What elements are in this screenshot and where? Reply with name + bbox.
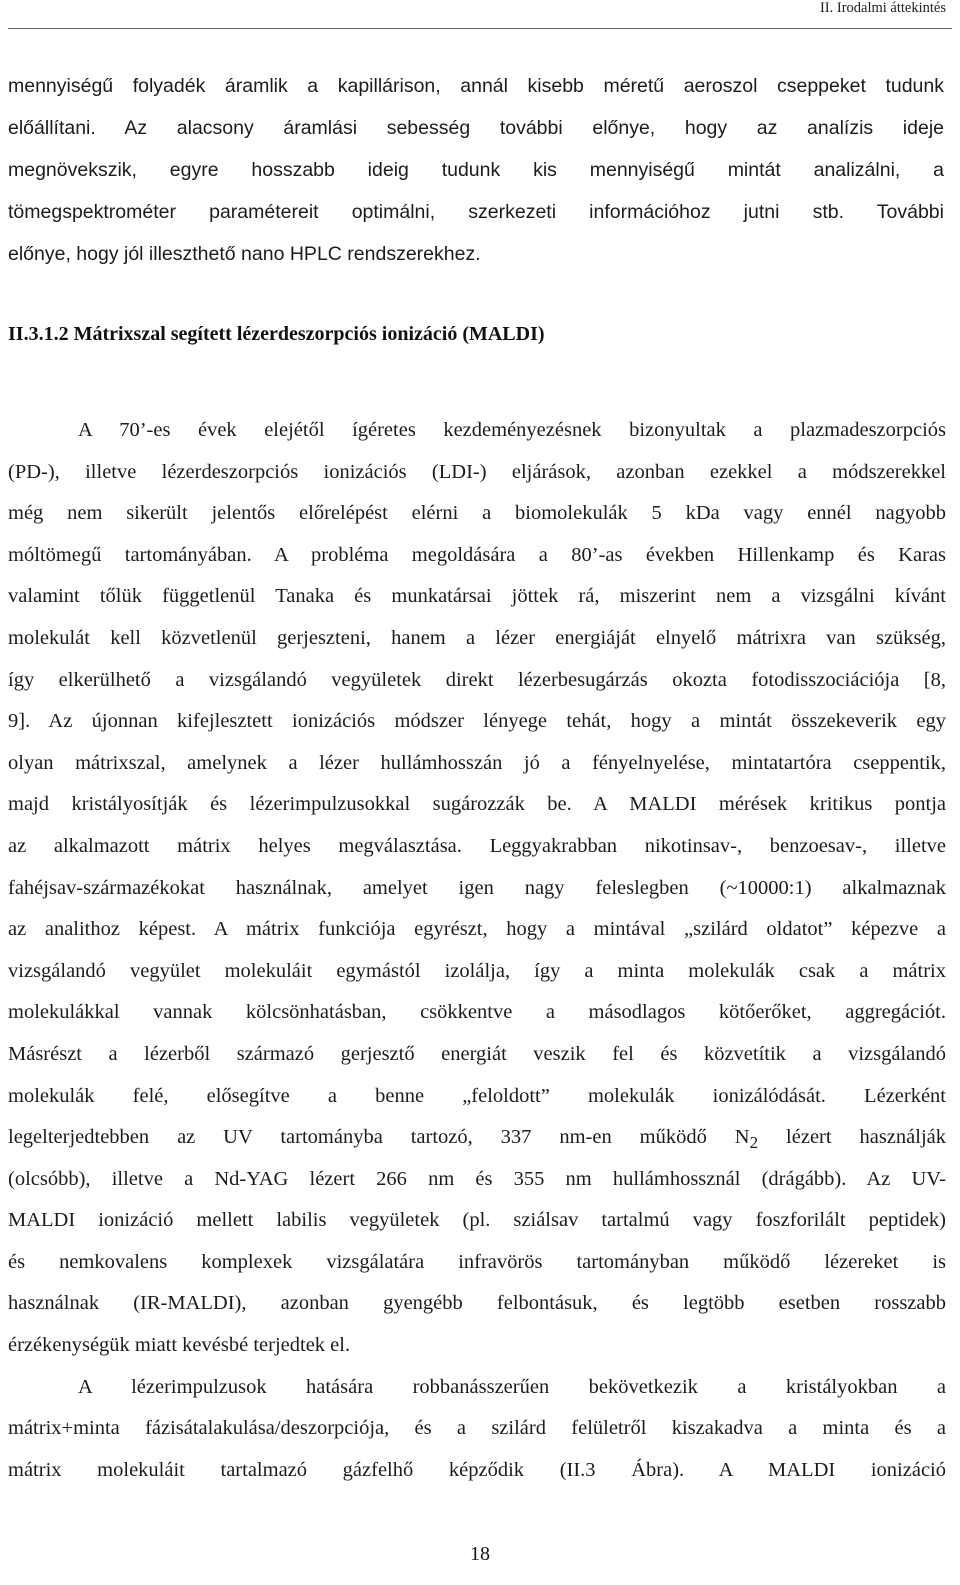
- text-line: olyan mátrixszal, amelynek a lézer hullámhosszán jó a fényelnyelése, mintatartóra cseppentik,: [8, 751, 946, 774]
- running-header: II. Irodalmi áttekintés: [819, 0, 946, 16]
- text-line: fahéjsav-származékokat használnak, amelyet igen nagy feleslegben (~10000:1) alkalmaznak: [8, 876, 946, 899]
- page-number: 18: [470, 1543, 490, 1565]
- n2-subscript: 2: [749, 1133, 759, 1153]
- text-line: vizsgálandó vegyület molekuláit egymástól izolálja, így a minta molekulák csak a mátrix: [8, 959, 946, 982]
- text-line: A 70’-es évek elejétől ígéretes kezdeményezésnek bizonyultak a plazmadeszorpciós: [78, 419, 946, 441]
- text-line: mátrix+minta fázisátalakulása/deszorpciója, és a szilárd felületről kiszakadva a minta és a: [8, 1417, 946, 1440]
- text-line: 9]. Az újonnan kifejlesztett ionizációs módszer lényege tehát, hogy a mintát összekeverik egy: [8, 710, 946, 733]
- text-line-n2-laser: [8, 1117, 946, 1159]
- paragraph-1: [8, 64, 944, 274]
- paragraph-2: [8, 410, 946, 1491]
- text-line: (olcsóbb), illetve a Nd-YAG lézert 266 nm és 355 nm hullámhossznál (drágább). Az UV-: [8, 1167, 946, 1190]
- text-line: érzékenységük miatt kevésbé terjedtek el.: [8, 1334, 351, 1357]
- text-line: mátrix molekuláit tartalmazó gázfelhő képződik (II.3 Ábra). A MALDI ionizáció: [8, 1458, 946, 1481]
- text-line: MALDI ionizáció mellett labilis vegyületek (pl. sziálsav tartalmú vagy foszforilált peptidek): [8, 1209, 946, 1232]
- text-line: tömegspektrométer paramétereit optimálni, szerkezeti információhoz jutni stb. További: [8, 201, 944, 223]
- text-line: A lézerimpulzusok hatására robbanásszerűen bekövetkezik a kristályokban a: [78, 1375, 946, 1398]
- text-line: előnye, hogy jól illeszthető nano HPLC rendszerekhez.: [8, 243, 481, 265]
- n2-line-before: legelterjedtebben az UV tartományba tartozó, 337 nm-en működő N: [8, 1126, 750, 1149]
- n2-line-after: lézert használják: [758, 1126, 946, 1149]
- text-line: és nemkovalens komplexek vizsgálatára infravörös tartományban működő lézereket is: [8, 1250, 946, 1273]
- header-rule: [8, 28, 952, 29]
- text-line: molekulát kell közvetlenül gerjeszteni, hanem a lézer energiáját elnyelő mátrixra van szükség,: [8, 626, 946, 649]
- text-line: az alkalmazott mátrix helyes megválasztása. Leggyakrabban nikotinsav-, benzoesav-, illetve: [8, 834, 946, 857]
- text-line: valamint tőlük függetlenül Tanaka és munkatársai jöttek rá, miszerint nem a vizsgálni kívánt: [8, 585, 946, 608]
- text-line: móltömegű tartományában. A probléma megoldására a 80’-as években Hillenkamp és Karas: [8, 543, 946, 566]
- text-line: molekulákkal vannak kölcsönhatásban, csökkentve a másodlagos kötőerőket, aggregációt.: [8, 1001, 946, 1024]
- text-line: molekulák felé, elősegítve a benne „feloldott” molekulák ionizálódását. Lézerként: [8, 1084, 946, 1107]
- text-line: Másrészt a lézerből származó gerjesztő energiát veszik fel és közvetítik a vizsgálandó: [8, 1042, 946, 1065]
- section-heading: II.3.1.2 Mátrixszal segített lézerdeszorpciós ionizáció (MALDI): [8, 323, 545, 345]
- text-line: megnövekszik, egyre hosszabb ideig tudunk kis mennyiségű mintát analizálni, a: [8, 159, 944, 181]
- text-line: majd kristályosítják és lézerimpulzusokkal sugározzák be. A MALDI mérések kritikus pontja: [8, 793, 946, 816]
- text-line: (PD-), illetve lézerdeszorpciós ionizációs (LDI-) eljárások, azonban ezekkel a módszerekkel: [8, 460, 946, 483]
- text-line: így elkerülhető a vizsgálandó vegyületek direkt lézerbesugárzás okozta fotodisszociációja [8,: [8, 668, 946, 691]
- text-line: használnak (IR-MALDI), azonban gyengébb felbontásuk, és legtöbb esetben rosszabb: [8, 1292, 946, 1315]
- text-line: az analithoz képest. A mátrix funkciója egyrészt, hogy a mintával „szilárd oldatot” képezve a: [8, 918, 946, 941]
- text-line: még nem sikerült jelentős előrelépést elérni a biomolekulák 5 kDa vagy ennél nagyobb: [8, 502, 946, 525]
- text-line: előállítani. Az alacsony áramlási sebesség további előnye, hogy az analízis ideje: [8, 117, 944, 139]
- text-line: mennyiségű folyadék áramlik a kapillárison, annál kisebb méretű aeroszol cseppeket tudunk: [8, 75, 944, 97]
